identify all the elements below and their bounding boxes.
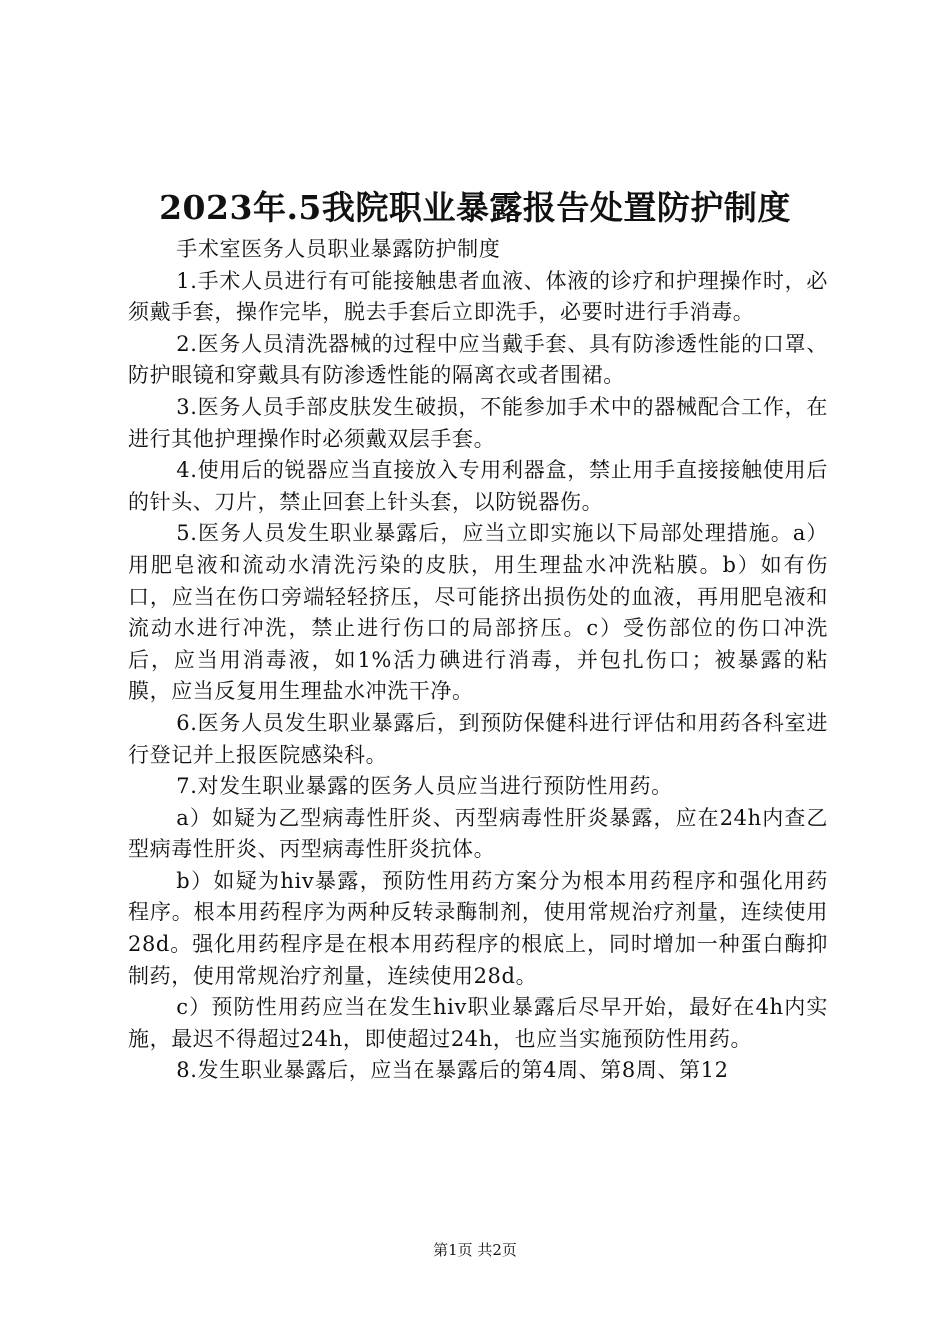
section-heading: 手术室医务人员职业暴露防护制度 (176, 237, 501, 261)
document-title: 2023年.5我院职业暴露报告处置防护制度 (159, 188, 791, 227)
paragraph-1: 1.手术人员进行有可能接触患者血液、体液的诊疗和护理操作时，必须戴手套，操作完毕，脱去手套后立即洗手，必要时进行手消毒。 (128, 268, 828, 325)
paragraph-6: 6.医务人员发生职业暴露后，到预防保健科进行评估和用药各科室进行登记并上报医院感染科。 (128, 710, 828, 767)
paragraph-2: 2.医务人员清洗器械的过程中应当戴手套、具有防渗透性能的口罩、防护眼镜和穿戴具有防渗透性能的隔离衣或者围裙。 (128, 331, 828, 388)
paragraph-8: 8.发生职业暴露后，应当在暴露后的第4周、第8周、第12 (176, 1058, 729, 1083)
paragraph-7a: a）如疑为乙型病毒性肝炎、丙型病毒性肝炎暴露，应在24h内查乙型病毒性肝炎、丙型病毒性肝炎抗体。 (128, 805, 828, 862)
page-footer: 第1页 共2页 (433, 1241, 517, 1259)
paragraph-3: 3.医务人员手部皮肤发生破损，不能参加手术中的器械配合工作，在进行其他护理操作时必须戴双层手套。 (128, 394, 828, 451)
paragraph-4: 4.使用后的锐器应当直接放入专用利器盒，禁止用手直接接触使用后的针头、刀片，禁止回套上针头套，以防锐器伤。 (128, 458, 828, 514)
paragraph-7: 7.对发生职业暴露的医务人员应当进行预防性用药。 (176, 774, 673, 799)
document-body (128, 234, 828, 1087)
paragraph-5: 5.医务人员发生职业暴露后，应当立即实施以下局部处理措施。a）用肥皂液和流动水清洗污染的皮肤，用生理盐水冲洗粘膜。b）如有伤口，应当在伤口旁端轻轻挤压，尽可能挤出损伤处的血液，再用肥皂液和流动水进行冲洗，禁止进行伤口的局部挤压。c）受伤部位的伤口冲洗后，应当用消毒液，如1%活力碘进行消毒，并包扎伤口；被暴露的粘膜，应当反复用生理盐水冲洗干净。 (128, 521, 828, 704)
paragraph-7c: c）预防性用药应当在发生hiv职业暴露后尽早开始，最好在4h内实施，最迟不得超过24h，即使超过24h，也应当实施预防性用药。 (128, 995, 828, 1051)
paragraph-7b: b）如疑为hiv暴露，预防性用药方案分为根本用药程序和强化用药程序。根本用药程序为两种反转录酶制剂，使用常规治疗剂量，连续使用28d。强化用药程序是在根本用药程序的根底上，同时增加一种蛋白酶抑制药，使用常规治疗剂量，连续使用28d。 (128, 868, 828, 988)
